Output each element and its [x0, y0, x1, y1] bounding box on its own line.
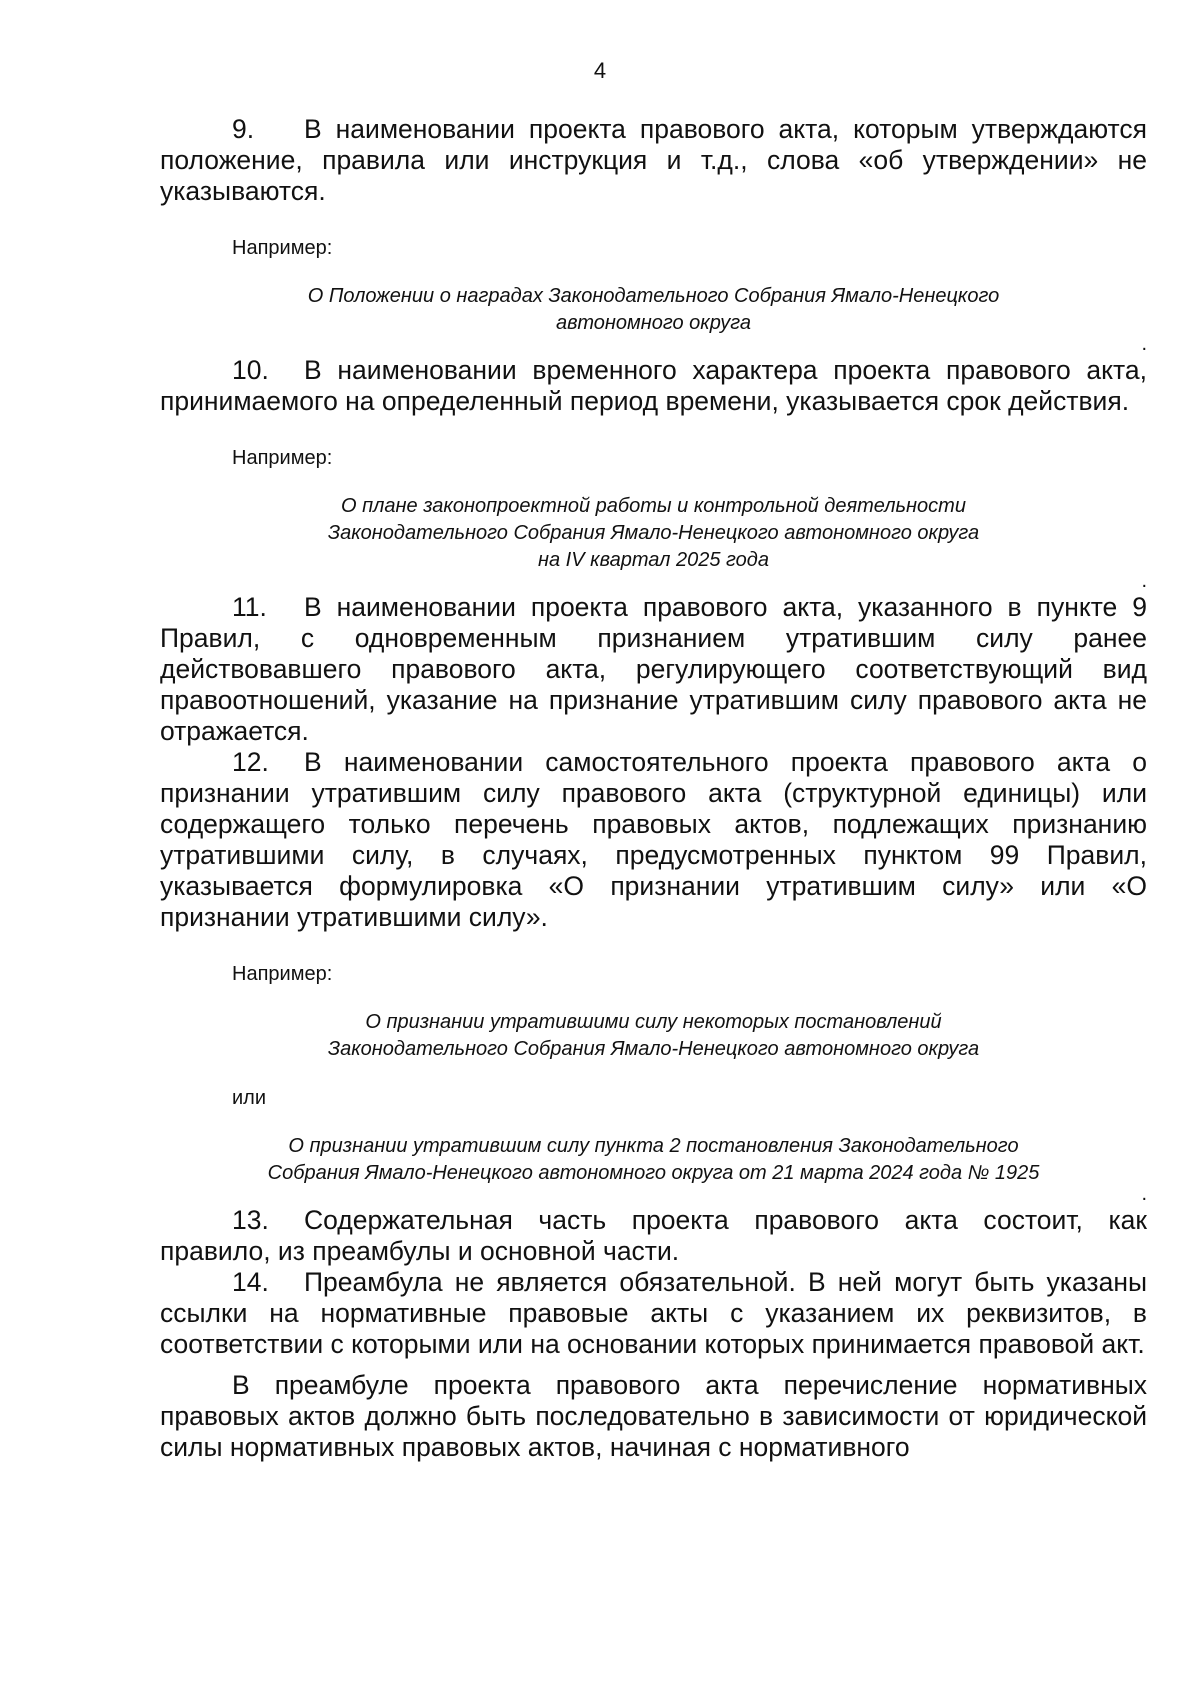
dot-mark: .	[1141, 333, 1147, 355]
item-number: 13.	[232, 1205, 269, 1235]
example-block	[160, 1133, 1147, 1187]
example-line: О плане законопроектной работы и контрольной деятельности	[341, 495, 966, 517]
example-line: О признании утратившими силу некоторых постановлений	[365, 1011, 942, 1033]
example-label: Например:	[232, 447, 333, 469]
example-line: Законодательного Собрания Ямало-Ненецкого автономного округа	[327, 522, 980, 544]
paragraph-text: В наименовании временного характера проекта правового акта, принимаемого на определенный период времени, указывается срок действия.	[160, 355, 1147, 416]
example-block	[160, 283, 1147, 337]
dot-mark: .	[1141, 570, 1147, 592]
item-number: 11.	[232, 592, 267, 622]
document-body	[160, 114, 1147, 1463]
paragraph-text: Преамбула не является обязательной. В ней могут быть указаны ссылки на нормативные правовые акты с указанием их реквизитов, в соответствии с которыми или на основании которых принимается правовой акт.	[160, 1267, 1147, 1359]
example-line: О признании утратившим силу пункта 2 постановления Законодательного	[288, 1135, 1019, 1157]
paragraph-12	[160, 747, 1147, 933]
paragraph-11	[160, 592, 1147, 747]
example-line: Собрания Ямало-Ненецкого автономного округа от 21 марта 2024 года № 1925	[267, 1162, 1040, 1184]
paragraph-14	[160, 1267, 1147, 1360]
example-line: автономного округа	[556, 312, 751, 334]
example-line: Законодательного Собрания Ямало-Ненецкого автономного округа	[327, 1038, 980, 1060]
item-number: 9.	[232, 114, 255, 144]
example-block	[160, 493, 1147, 574]
item-number: 14.	[232, 1267, 269, 1297]
page-number: 4	[593, 58, 607, 83]
paragraph-text: В наименовании самостоятельного проекта правового акта о признании утратившим силу правового акта (структурной единицы) или содержащего только перечень правовых актов, подлежащих признанию утратившими силу, в случаях, предусмотренных пунктом 99 Правил, указывается формулировка «О признании утратившим силу» или «О признании утратившими силу».	[160, 747, 1147, 932]
or-label: или	[232, 1087, 267, 1109]
paragraph-10	[160, 355, 1147, 417]
item-number: 12.	[232, 747, 269, 777]
example-label: Например:	[232, 237, 333, 259]
paragraph-9	[160, 114, 1147, 207]
paragraph-text: Содержательная часть проекта правового акта состоит, как правило, из преамбулы и основной части.	[160, 1205, 1147, 1266]
item-number: 10.	[232, 355, 269, 385]
example-label: Например:	[232, 963, 333, 985]
paragraph-13	[160, 1205, 1147, 1267]
example-line: О Положении о наградах Законодательного Собрания Ямало-Ненецкого	[307, 285, 1000, 307]
example-line: на IV квартал 2025 года	[538, 549, 769, 571]
paragraph-text: В наименовании проекта правового акта, указанного в пункте 9 Правил, с одновременным признанием утратившим силу ранее действовавшего правового акта, регулирующего соответствующий вид правоотношений, указание на признание утратившим силу правового акта не отражается.	[160, 592, 1147, 746]
closing-paragraph: В преамбуле проекта правового акта перечисление нормативных правовых актов должно быть последовательно в зависимости от юридической силы нормативных правовых актов, начиная с нормативного	[160, 1370, 1147, 1462]
dot-mark: .	[1141, 1183, 1147, 1205]
paragraph-text: В наименовании проекта правового акта, которым утверждаются положение, правила или инструкция и т.д., слова «об утверждении» не указываются.	[160, 114, 1147, 206]
example-block	[160, 1009, 1147, 1063]
